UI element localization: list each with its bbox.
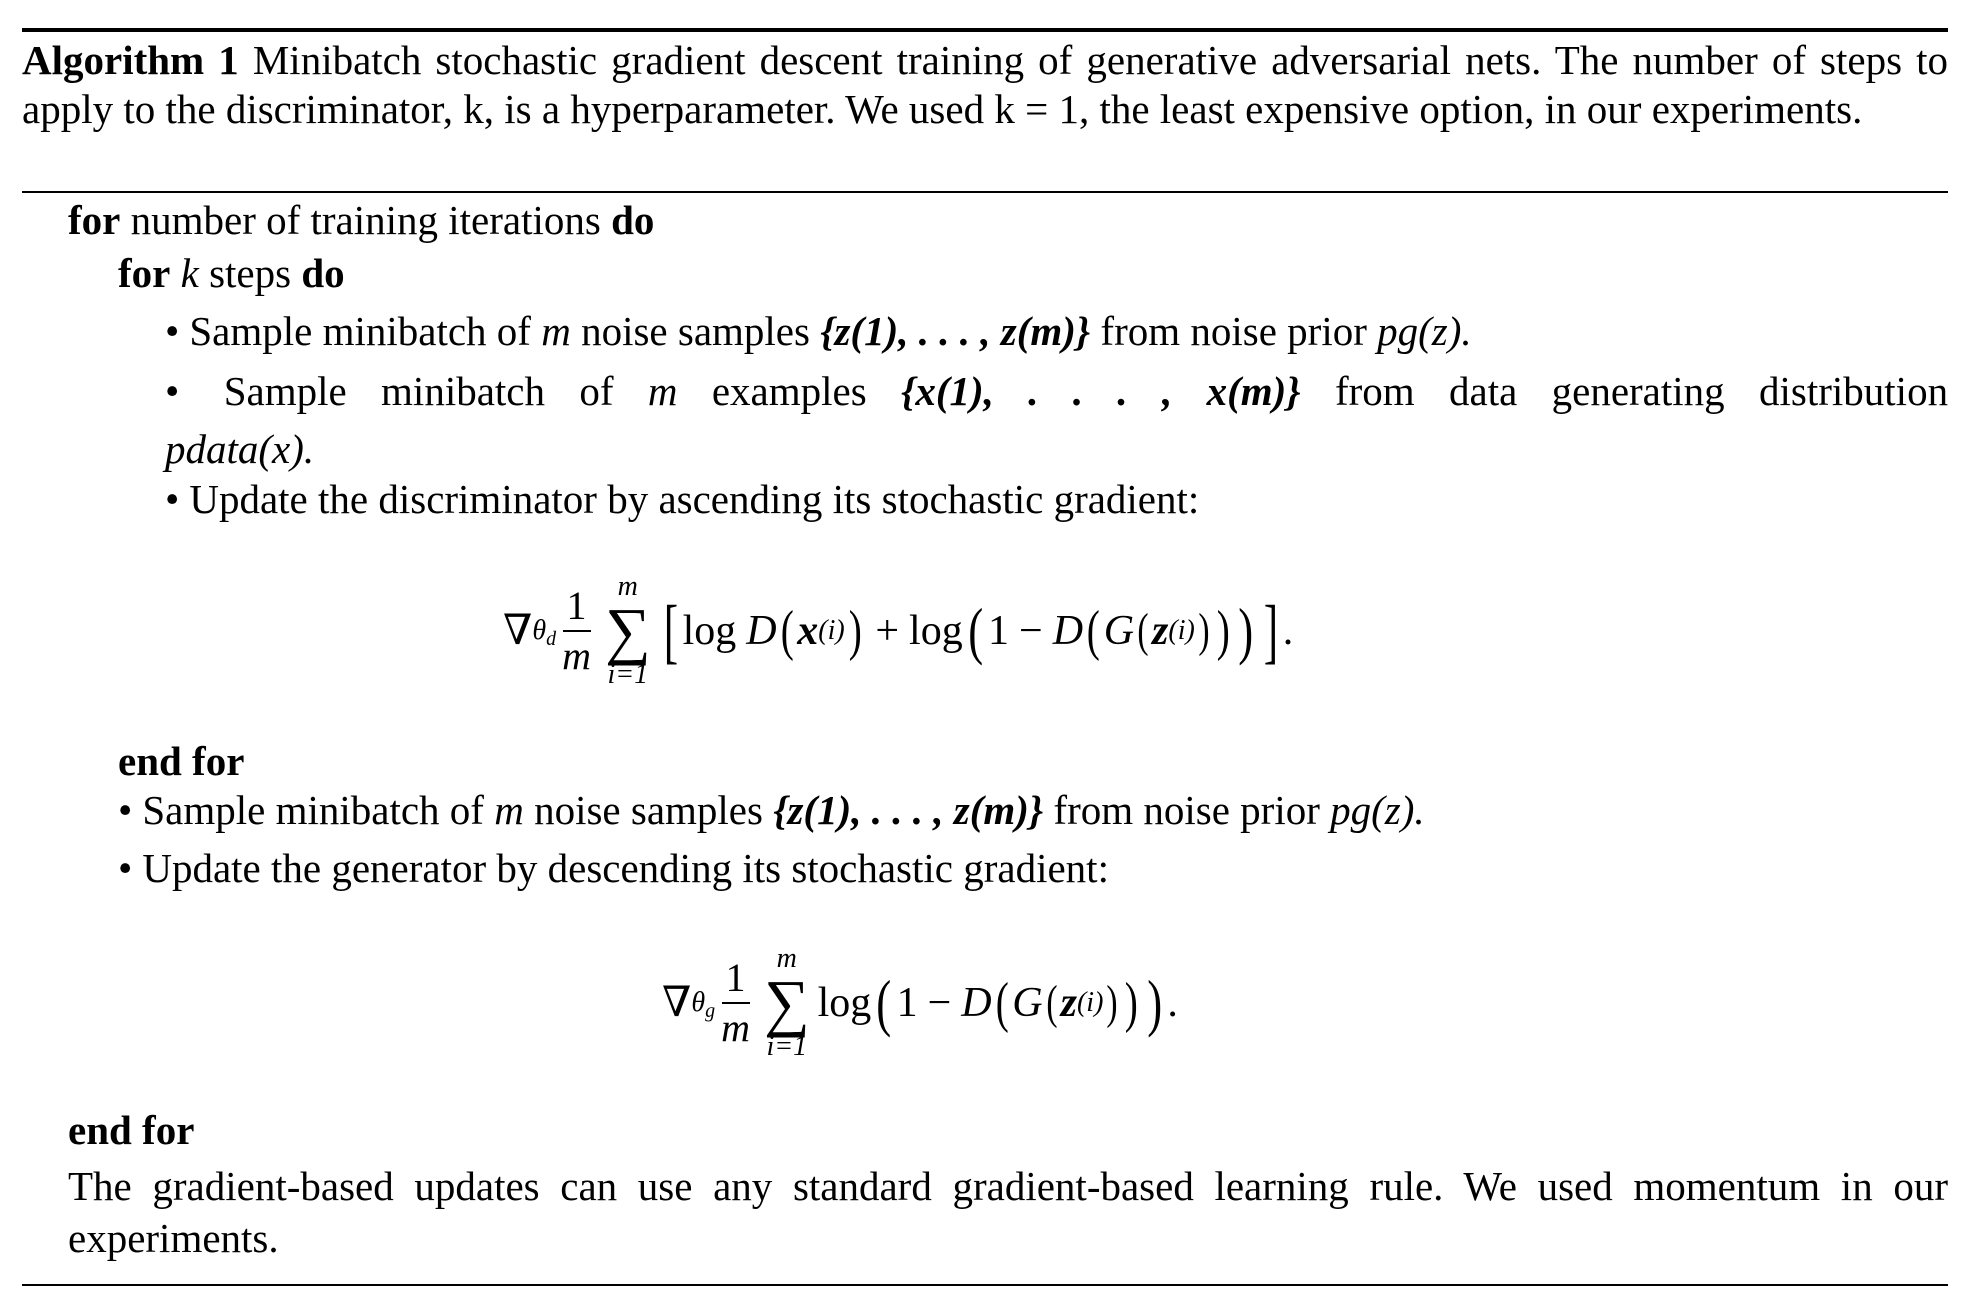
sum-upper-limit: m [617, 570, 638, 602]
bullet: • [118, 845, 133, 891]
inner-for-text: steps [209, 250, 292, 296]
caption-rule [22, 191, 1948, 193]
fraction-denominator: m [721, 1005, 750, 1050]
fraction [562, 583, 591, 678]
paren-open: ( [967, 595, 983, 666]
fraction [721, 955, 750, 1050]
discriminator-D: D [1052, 608, 1084, 654]
sum-sigma: ∑ [604, 594, 651, 666]
theta-symbol: θ [691, 987, 706, 1018]
theta-subscript: g [705, 1000, 716, 1022]
keyword-end-for: end for [118, 738, 245, 784]
g-sample-noise-mid: noise samples [534, 787, 763, 833]
d-update-line [165, 474, 1199, 524]
sample-x: x [797, 608, 819, 654]
paren-close: ) [1106, 976, 1118, 1029]
inner-for-line [118, 248, 345, 298]
generator-G: G [1012, 980, 1043, 1026]
sum-lower-limit: i=1 [607, 659, 649, 691]
d-sample-noise-line [165, 306, 1472, 356]
d-update-text: Update the discriminator by ascending its stochastic gradient: [189, 476, 1200, 522]
plus-op: + [875, 608, 900, 654]
footer-note [68, 1160, 1948, 1264]
noise-z: z [1152, 608, 1169, 654]
log-op: log [909, 608, 963, 654]
algorithm-caption-text: Minibatch stochastic gradient descent training of generative adversarial nets. The number of steps to apply to the discriminator, k, is a hyperparameter. We used k = 1, the least expensive option, in our experiments. [22, 37, 1949, 132]
g-update-text: Update the generator by descending its stochastic gradient: [142, 845, 1109, 891]
keyword-do: do [301, 250, 345, 296]
keyword-for: for [118, 250, 171, 296]
nabla-symbol: ∇ [503, 608, 533, 654]
fraction-numerator: 1 [722, 958, 750, 1004]
minus-op: − [1019, 608, 1043, 654]
summation [604, 570, 651, 691]
top-rule [22, 28, 1948, 32]
data-distribution: pdata(x). [165, 426, 315, 472]
left-bracket: [ [663, 591, 678, 671]
g-sample-noise-post: from noise prior [1053, 787, 1320, 833]
paren-close: ) [1238, 595, 1254, 666]
var-m: m [541, 308, 571, 354]
theta-symbol: θ [532, 615, 547, 646]
bottom-rule [22, 1284, 1948, 1286]
noise-prior: pg(z). [1377, 308, 1472, 354]
g-sample-noise-pre: Sample minibatch of [142, 787, 484, 833]
end-inner-for-line [118, 736, 244, 786]
g-update-line [118, 843, 1109, 893]
algorithm-label: Algorithm 1 [22, 37, 239, 83]
one: 1 [988, 608, 1010, 654]
paren-open: ( [1086, 600, 1100, 662]
paren-open: ( [995, 972, 1009, 1034]
end-outer-for-line [68, 1105, 194, 1155]
paren-close: ) [1147, 967, 1163, 1038]
bullet: • [165, 476, 180, 522]
theta-subscript: d [546, 628, 557, 650]
generator-gradient-equation: ∇ $\theta_g$ $\frac{1}{m}$ m ∑ i=1 log ( 1 − D ( G ( z (i) ) ) ) . [662, 942, 1178, 1063]
bullet: • [118, 787, 133, 833]
d-sample-noise-pre: Sample minibatch of [189, 308, 531, 354]
paren-close: ) [1125, 972, 1139, 1034]
nabla-symbol: ∇ [662, 980, 692, 1026]
outer-for-text: number of training iterations [130, 197, 601, 243]
var-m: m [494, 787, 524, 833]
period: . [1167, 980, 1178, 1026]
log-op: log [817, 980, 872, 1026]
noise-z: z [1060, 980, 1077, 1026]
discriminator-D: D [746, 608, 777, 654]
paren-close: ) [1216, 600, 1230, 662]
noise-prior: pg(z). [1330, 787, 1425, 833]
generator-G: G [1103, 608, 1135, 654]
d-sample-noise-mid: noise samples [581, 308, 810, 354]
fraction-numerator: 1 [563, 586, 591, 632]
keyword-end-for: end for [68, 1107, 195, 1153]
discriminator-D: D [961, 980, 992, 1026]
outer-for-line [68, 195, 654, 245]
sum-sigma: ∑ [763, 966, 810, 1038]
footer-note-text: The gradient-based updates can use any standard gradient-based learning rule. We used momentum in our experiments. [68, 1163, 1948, 1261]
sum-upper-limit: m [776, 942, 797, 974]
g-sample-noise-line [118, 785, 1425, 835]
d-sample-data-pre: Sample minibatch of [223, 368, 614, 414]
keyword-for: for [68, 197, 121, 243]
paren-close: ) [848, 600, 862, 662]
paren-open: ( [1137, 604, 1149, 657]
paren-open: ( [780, 600, 794, 662]
paren-close: ) [1198, 604, 1210, 657]
one: 1 [896, 980, 918, 1026]
bullet: • [165, 308, 180, 354]
sum-lower-limit: i=1 [766, 1031, 808, 1063]
var-m: m [647, 368, 678, 414]
var-k: k [180, 250, 199, 296]
paren-open: ( [876, 967, 892, 1038]
d-sample-data-mid: examples [711, 368, 867, 414]
log-op: log [682, 608, 737, 654]
noise-set: {z(1), . . . , z(m)} [773, 787, 1044, 833]
data-distribution-line [165, 424, 314, 474]
d-sample-noise-post: from noise prior [1100, 308, 1367, 354]
noise-set: {z(1), . . . , z(m)} [820, 308, 1091, 354]
discriminator-gradient-equation: ∇ $\theta_d$ $\frac{1}{m}$ m ∑ i=1 [ log D ( x (i) ) + log ( 1 − D ( G ( z (i) ) ) ) ] . [503, 570, 1294, 691]
period: . [1282, 608, 1294, 654]
right-bracket: ] [1263, 591, 1278, 671]
data-set: {x(1), . . . , x(m)} [901, 368, 1301, 414]
keyword-do: do [611, 197, 655, 243]
d-sample-data-post: from data generating distribution [1334, 368, 1949, 414]
minus-op: − [927, 980, 952, 1026]
summation [763, 942, 810, 1063]
d-sample-data-line [165, 366, 1948, 416]
fraction-denominator: m [562, 633, 591, 678]
bullet: • [165, 368, 180, 414]
algorithm-caption [22, 36, 1948, 134]
paren-open: ( [1046, 976, 1058, 1029]
